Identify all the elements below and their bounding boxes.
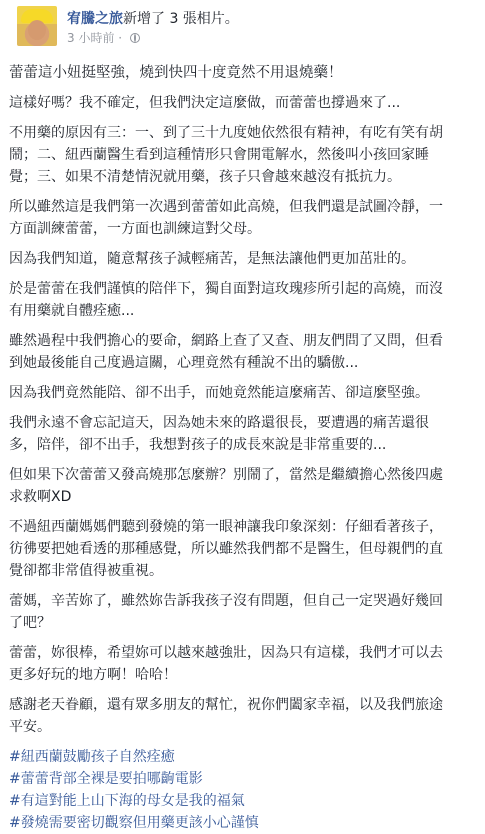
post-paragraph: 我們永遠不會忘記這天，因為她未來的路還很長，要遭遇的痛苦還很 多，陪伴，卻不出手，我想對孩子的成長來說是非常重要的...	[9, 415, 429, 453]
post-paragraph: 雖然過程中我們擔心的要命，網路上查了又查、朋友們問了又問，但看 到她最後能自己度過這關，心理竟然有種說不出的驕傲...	[9, 333, 443, 371]
post-paragraph: 蕾媽，辛苦妳了，雖然妳告訴我孩子沒有問題，但自己一定哭過好幾回 了吧？	[9, 593, 443, 631]
post-paragraph: 於是蕾蕾在我們謹慎的陪伴下，獨自面對這玫瑰疹所引起的高燒，而沒 有用藥就自體痊癒...	[9, 281, 443, 319]
globe-icon[interactable]	[130, 33, 140, 43]
post-paragraph: 因為我們知道，隨意幫孩子減輕痛苦，是無法讓他們更加茁壯的。	[9, 251, 415, 267]
author-name-link[interactable]: 宥騰之旅	[67, 11, 123, 27]
hashtag-link[interactable]: #紐西蘭鼓勵孩子自然痊癒	[9, 749, 175, 765]
author-line	[67, 8, 239, 28]
post-paragraph: 所以雖然這是我們第一次遇到蕾蕾如此高燒，但我們還是試圖冷靜，一 方面訓練蕾蕾，一方面也訓練這對父母。	[9, 199, 443, 237]
avatar-face	[28, 20, 46, 40]
hashtag-link[interactable]: #蕾蕾背部全裸是要拍哪齣電影	[9, 771, 203, 787]
post-timestamp[interactable]: 3 小時前	[67, 31, 115, 45]
hashtag-link[interactable]: #發燒需要密切觀察但用藥更該小心謹慎	[9, 815, 259, 831]
post-meta: 3 小時前 ·	[67, 29, 140, 46]
post-paragraph: 因為我們竟然能陪、卻不出手，而她竟然能這麼痛苦、卻這麼堅強。	[9, 385, 429, 401]
hashtag-list	[9, 746, 476, 834]
post-paragraph: 不過紐西蘭媽媽們聽到發燒的第一眼神讓我印象深刻：仔細看著孩子， 彷彿要把她看透的那種感覺，所以雖然我們都不是醫生，但母親們的直 覺卻都非常值得被重視。	[9, 519, 443, 579]
post-paragraph: 感謝老天眷顧，還有眾多朋友的幫忙，祝你們闔家幸福，以及我們旅途 平安。	[9, 697, 443, 735]
post-paragraph: 蕾蕾，妳很棒，希望妳可以越來越強壯，因為只有這樣，我們才可以去 更多好玩的地方啊！哈哈！	[9, 645, 443, 683]
post-paragraph: 蕾蕾這小妞挺堅強，燒到快四十度竟然不用退燒藥！	[9, 65, 343, 81]
post-body	[9, 62, 476, 834]
post-header	[9, 0, 476, 58]
post-action-text: 新增了 3 張相片。	[123, 11, 239, 27]
post-paragraph: 但如果下次蕾蕾又發高燒那怎麼辦？別鬧了，當然是繼續擔心然後四處 求救啊XD	[9, 467, 443, 505]
hashtag-link[interactable]: #有這對能上山下海的母女是我的福氣	[9, 793, 245, 809]
post-paragraph: 不用藥的原因有三：一、到了三十九度她依然很有精神，有吃有笑有胡 鬧；二、紐西蘭醫生看到這種情形只會開電解水，然後叫小孩回家睡 覺；三、如果不清楚情況就用藥，孩子只會越來越沒有抵抗力。	[9, 125, 443, 185]
post-paragraph: 這樣好嗎？我不確定，但我們決定這麼做，而蕾蕾也撐過來了...	[9, 95, 401, 111]
author-avatar[interactable]	[17, 6, 57, 46]
